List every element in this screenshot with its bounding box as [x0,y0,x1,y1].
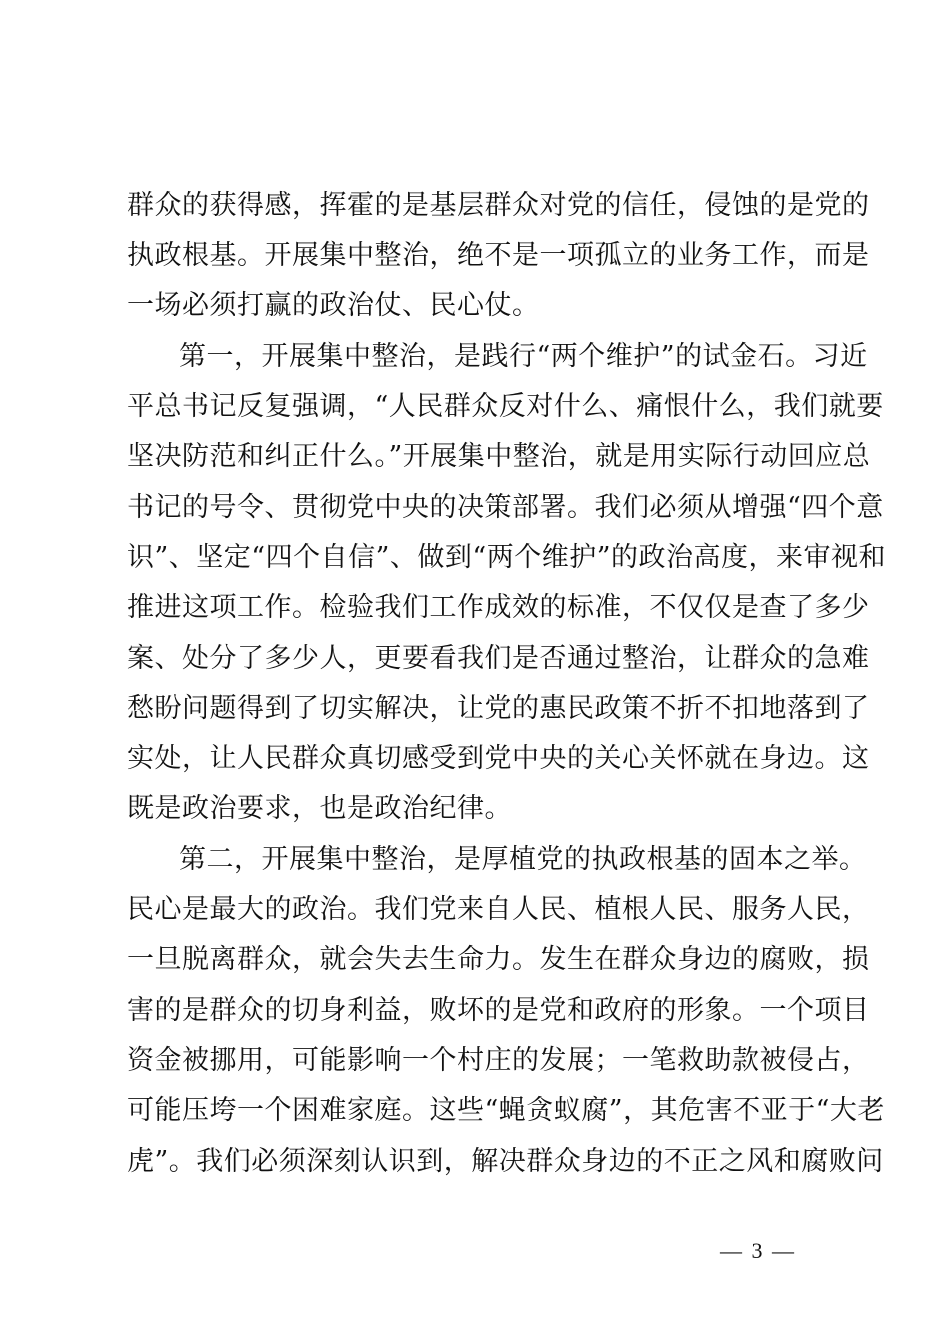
text-line: 虎”。我们必须深刻认识到，解决群众身边的不正之风和腐败问 [127,1146,884,1177]
text-line: 害的是群众的切身利益，败坏的是党和政府的形象。一个项目 [127,995,870,1026]
text-line: 愁盼问题得到了切实解决，让党的惠民政策不折不扣地落到了 [127,693,870,724]
text-line: 资金被挪用，可能影响一个村庄的发展；一笔救助款被侵占， [127,1045,870,1076]
page-number: — 3 — [720,1238,796,1263]
text-line: 既是政治要求，也是政治纪律。 [127,793,512,824]
text-line: 执政根基。开展集中整治，绝不是一项孤立的业务工作，而是 [127,240,870,271]
paragraph-first-line: 第二，开展集中整治，是厚植党的执政根基的固本之举。 [179,844,867,875]
text-line: 平总书记反复强调，“人民群众反对什么、痛恨什么，我们就要 [127,391,884,422]
text-line: 案、处分了多少人，更要看我们是否通过整治，让群众的急难 [127,643,870,674]
text-line: 书记的号令、贯彻党中央的决策部署。我们必须从增强“四个意 [127,492,884,523]
text-line: 一场必须打赢的政治仗、民心仗。 [127,290,540,321]
text-line: 群众的获得感，挥霍的是基层群众对党的信任，侵蚀的是党的 [127,190,870,221]
text-line: 识”、坚定“四个自信”、做到“两个维护”的政治高度，来审视和 [127,542,887,573]
text-line: 民心是最大的政治。我们党来自人民、植根人民、服务人民， [127,894,870,925]
text-line: 推进这项工作。检验我们工作成效的标准，不仅仅是查了多少 [127,592,870,623]
text-line: 可能压垮一个困难家庭。这些“蝇贪蚁腐”，其危害不亚于“大老 [127,1095,885,1126]
text-line: 坚决防范和纠正什么。”开展集中整治，就是用实际行动回应总 [127,441,871,472]
text-line: 一旦脱离群众，就会失去生命力。发生在群众身边的腐败，损 [127,944,870,975]
text-line: 实处，让人民群众真切感受到党中央的关心关怀就在身边。这 [127,743,870,774]
paragraph-first-line: 第一，开展集中整治，是践行“两个维护”的试金石。习近 [179,341,868,372]
